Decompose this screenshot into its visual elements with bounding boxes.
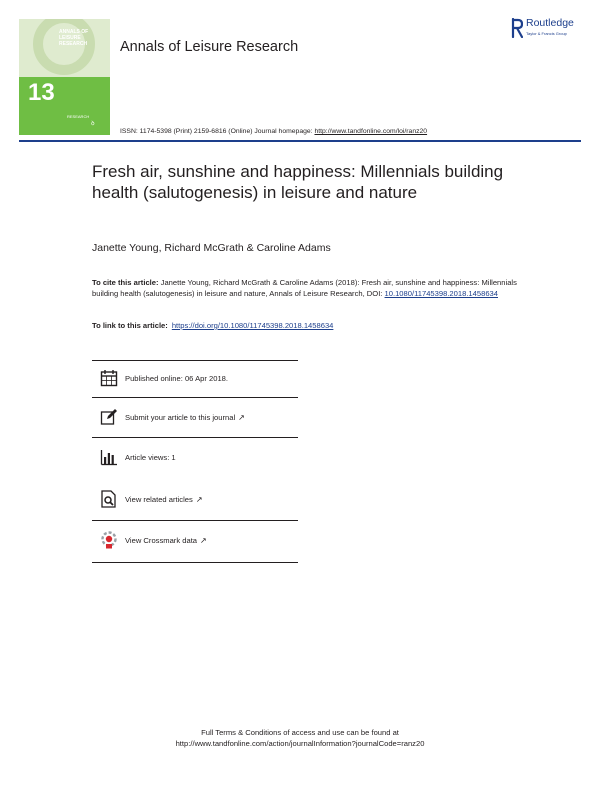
bar-chart-icon xyxy=(100,448,118,466)
views-row xyxy=(92,448,298,468)
footer-terms-text: Full Terms & Conditions of access and use can be found at xyxy=(201,728,399,737)
journal-name: Annals of Leisure Research xyxy=(120,39,299,55)
submit-row[interactable] xyxy=(92,408,298,428)
related-articles-icon xyxy=(100,490,118,508)
edit-icon xyxy=(100,408,118,426)
info-divider-bottom xyxy=(92,562,298,563)
doi-link[interactable]: 10.1080/11745398.2018.1458634 xyxy=(384,289,498,298)
calendar-icon xyxy=(100,369,118,387)
external-link-icon: ↗ xyxy=(195,495,203,504)
publisher-logo xyxy=(511,17,591,43)
article-authors: Janette Young, Richard McGrath & Caroline Adams xyxy=(92,242,331,254)
issn-text: ISSN: 1174-5398 (Print) 2159-6816 (Online) Journal homepage: xyxy=(120,128,315,135)
related-articles-label: View related articles xyxy=(125,495,193,504)
external-link-icon: ↗ xyxy=(238,413,245,422)
info-divider xyxy=(92,397,298,398)
cover-subtitle: RESEARCH xyxy=(67,114,90,119)
submit-article-label: Submit your article to this journal xyxy=(125,413,236,422)
citation-label: To cite this article: xyxy=(92,278,159,287)
cover-title-line-1: ANNALS OF LEISURE xyxy=(59,29,89,41)
footer-terms-link[interactable]: http://www.tandfonline.com/action/journalInformation?journalCode=ranz20 xyxy=(175,739,425,748)
publisher-name: Routledge xyxy=(526,17,574,29)
link-label: To link to this article: xyxy=(92,321,168,330)
crossmark-label: View Crossmark data xyxy=(125,536,198,545)
crossmark-icon xyxy=(100,531,118,549)
cover-title-line-2: RESEARCH xyxy=(59,41,88,47)
footer xyxy=(0,727,600,749)
cover-title xyxy=(59,29,110,47)
article-url-link[interactable]: https://doi.org/10.1080/11745398.2018.1458634 xyxy=(171,321,334,330)
published-row xyxy=(92,369,298,389)
submit-article-link[interactable] xyxy=(125,413,245,422)
citation-text: Janette Young, Richard McGrath & Caroline Adams (2018): Fresh air, sunshine and happiness: Millennials building health (salutogenesis) in leisure and nature, Annals of Leisure Research, DOI: xyxy=(92,278,517,298)
journal-homepage-link[interactable]: http://www.tandfonline.com/loi/ranz20 xyxy=(314,128,428,135)
info-divider xyxy=(92,520,298,521)
published-date: Published online: 06 Apr 2018. xyxy=(125,374,229,383)
article-title: Fresh air, sunshine and happiness: Millennials building health (salutogenesis) in leisure and nature xyxy=(92,162,504,202)
header-divider xyxy=(19,140,581,142)
routledge-icon xyxy=(511,18,523,38)
crossmark-row[interactable] xyxy=(92,531,298,551)
related-articles-link[interactable] xyxy=(125,495,203,504)
journal-cover xyxy=(19,19,110,135)
issn-line xyxy=(120,128,427,135)
citation-block xyxy=(92,277,522,299)
crossmark-link[interactable] xyxy=(125,536,207,545)
info-divider xyxy=(92,437,298,438)
info-divider-top xyxy=(92,360,298,361)
external-link-icon: ↗ xyxy=(200,536,207,545)
cover-volume: 13 xyxy=(28,79,55,106)
article-views: Article views: 1 xyxy=(125,453,176,462)
related-row[interactable] xyxy=(92,490,298,510)
article-link-line xyxy=(92,321,333,330)
publisher-tagline: Taylor & Francis Group xyxy=(526,31,567,36)
cover-publisher-mark: ꝺ xyxy=(91,121,95,127)
